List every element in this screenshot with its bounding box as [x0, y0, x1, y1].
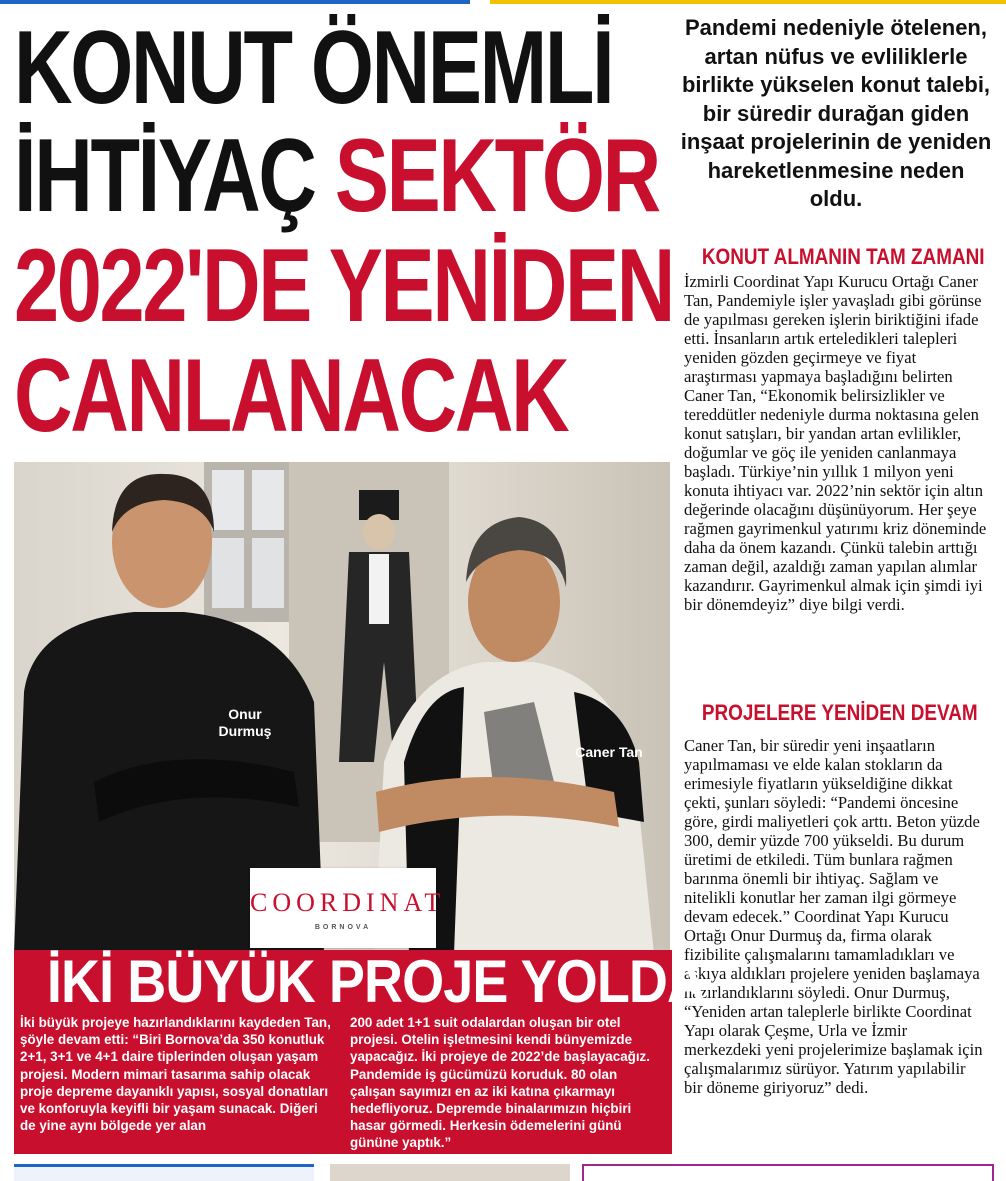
headline-line-2: [14, 118, 659, 234]
photo-caption-caner: Caner Tan: [575, 744, 643, 760]
next-article-left: [14, 1164, 314, 1181]
window-pane: [252, 470, 284, 530]
window-pane: [252, 538, 284, 608]
top-rule-blue: [0, 0, 470, 4]
deck-summary: Pandemi nedeniyle ötelenen, artan nüfus ve evliliklerle birlikte yükselen konut talebi, bir süredir durağan giden inşaat projelerinin de yeniden hareketlenmesine neden oldu.: [680, 15, 992, 211]
headline-line-1: KONUT ÖNEMLİ: [14, 10, 613, 126]
article-photo: [14, 462, 670, 954]
section-heading-projeler: PROJELERE YENİDEN DEVAM: [701, 700, 978, 725]
section-body-projeler: Caner Tan, bir süredir yeni inşaatların yapılmaması ve elde kalan stokların da erimesiyle fiyatların yükseldiğine dikkat çekti, şunları söyledi: “Pandemi öncesine göre, girdi maliyetleri çok arttı. Beton yüzde 300, demir yüzde 700 yükseldi. Bu durum üretimi de etkiledi. Tüm bunlara rağmen barınma önemli bir ihtiyaç. Sağlam ve nitelikli konutlar her zaman ilgi görmeye devam edecek.” Coordinat Yapı Kurucu Ortağı Onur Durmuş da, firma olarak fizibilite çalışmalarını tamamladıkları ve askıya aldıkları projelere yeniden başlamaya hazırlandıklarını söyledi. Onur Durmuş, “Yeniden artan taleplerle birlikte Coordinat Yapı olarak Çeşme, Urla ve İzmir merkezdeki yeni projelerimize başlamak için çalışmalarımız sürüyor. Yatırım yapılabilir bir döneme giriyoruz” dedi.: [684, 736, 983, 1097]
projects-box-column-2: 200 adet 1+1 suit odalardan oluşan bir otel projesi. Otelin işletmesini kendi bünyemizde yapacağız. İki projeye de 2022’de başlayacağız. Pandemide iş gücümüzü koruduk. 80 olan çalışan sayımızı en az iki katına çıkarmayı hedefliyoruz. Depremde binalarımızın hiçbiri hasar görmedi. Herkesin ödemelerini günü gününe yaptık.”: [350, 1015, 650, 1151]
next-page-strip: [0, 1156, 1006, 1181]
projects-box: [14, 948, 706, 1154]
painting-shirt: [369, 554, 389, 624]
headline-line-3: 2022'DE YENİDEN: [14, 228, 674, 344]
photo-caption-onur: Onur Durmuş: [218, 706, 272, 739]
logo-subtext: BORNOVA: [314, 924, 372, 931]
projects-box-column-1: İki büyük projeye hazırlandıklarını kaydeden Tan, şöyle devam etti: “Biri Bornova’da 350 konutluk 2+1, 3+1 ve 4+1 daire tiplerinden oluşan yaşam projesi. Modern mimari tasarıma sahip olacak proje depreme dayanıklı yapısı, sosyal donatıları ve konforuyla keyifli bir yaşam sunacak. Diğeri de yine aynı bölgede yer alan: [20, 1015, 331, 1134]
headline-line-2-red: SEKTÖR: [334, 118, 659, 234]
logo-text: COORDINAT: [250, 888, 446, 917]
painting-face: [363, 514, 395, 550]
top-rule-yellow: [490, 0, 1006, 4]
headline-line-4: CANLANACAK: [14, 338, 568, 454]
projects-box-title: İKİ BÜYÜK PROJE YOLDA: [46, 948, 706, 1015]
window-pane: [212, 470, 244, 530]
coordinat-logo: [250, 868, 446, 948]
section-body-konut: İzmirli Coordinat Yapı Kurucu Ortağı Caner Tan, Pandemiyle işler yavaşladı gibi görünse de yapılması gereken işlerin biriktiğini ifade etti. İnsanların artık erteledikleri talepleri yeniden gözden geçirmeye ve fiyat araştırması yapmaya başladığını belirten Caner Tan, “Ekonomik belirsizlikler ve tereddütler nedeniyle durma noktasına gelen konut satışları, bir yandan artan evlilikler, doğumlar ve göç ile yeniden canlanmaya başladı. Türkiye’nin yıllık 1 milyon yeni konuta ihtiyacı var. 2022’nin sektör için altın değerinde olacağını düşünüyorum. Her şeye rağmen gayrimenkul yatırımı kriz döneminde daha da önem kazandı. Çünkü talebin arttığı zaman değil, azaldığı zaman yapılan alımlar kazandırır. Gayrimenkul almak için şimdi iyi bir dönemdeyiz” diye bilgi verdi.: [684, 272, 987, 614]
headline-line-2-black: İHTİYAÇ: [14, 118, 315, 234]
next-article-right: [582, 1164, 994, 1181]
window-pane: [212, 538, 244, 608]
next-article-photo: [330, 1164, 570, 1181]
section-heading-konut: KONUT ALMANIN TAM ZAMANI: [701, 244, 985, 269]
